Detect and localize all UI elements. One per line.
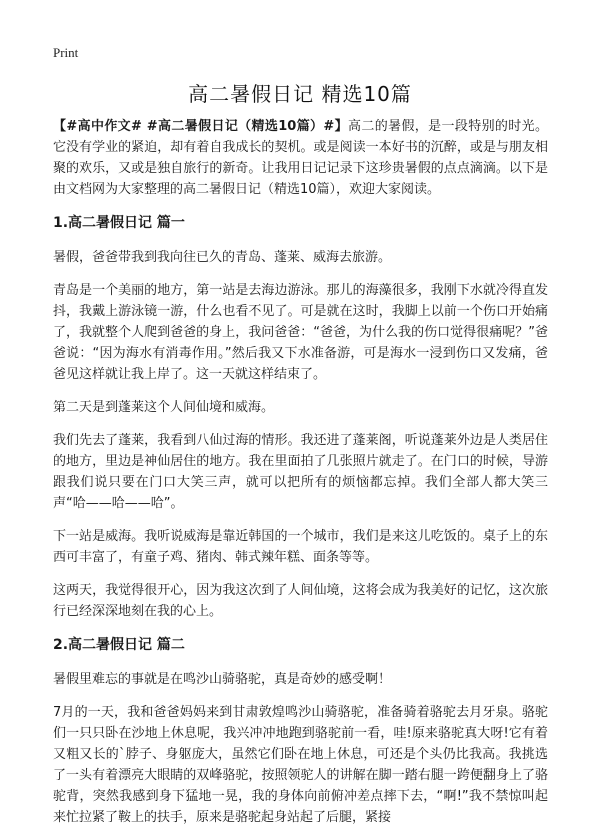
page-title: 高二暑假日记 精选10篇: [188, 82, 412, 106]
section-heading-2: 2.高二暑假日记 篇二: [53, 637, 185, 653]
print-link[interactable]: Print: [53, 45, 79, 60]
paragraph: 暑假里难忘的事就是在鸣沙山骑骆驼，真是奇妙的感受啊！: [53, 672, 392, 687]
paragraph: 第二天是到蓬莱这个人间仙境和威海。: [53, 400, 275, 415]
paragraph: 7月的一天，我和爸爸妈妈来到甘肃敦煌鸣沙山骑骆驼，准备骑着骆驼去月牙泉。骆驼们一只只卧在沙地上休息呢，我兴冲冲地跑到骆驼前一看，哇!原来骆驼真大呀!它有着又粗又长的`脖子、身躯庞大，虽然它们卧在地上休息，可还是个头仍比我高。我挑选了一头有着漂亮大眼睛的双峰骆驼，按照领驼人的讲解在脚一踏右腿一跨便翻身上了骆驼背，突然我感到身下猛地一晃，我的身体向前俯冲差点摔下去，“啊!”我不禁惊叫起来忙拉紧了鞍上的扶手，原来是骆驼起身站起了后腿，紧接: [53, 705, 548, 825]
paragraph: 这两天，我觉得很开心，因为我这次到了人间仙境，这将会成为我美好的记忆，这次旅行已经深深地刻在我的心上。: [53, 583, 548, 619]
paragraph: 青岛是一个美丽的地方，第一站是去海边游泳。那儿的海藻很多，我刚下水就冷得直发抖，我戴上游泳镜一游，什么也看不见了。可是就在这时，我脚上以前一个伤口开始痛了，我就整个人爬到爸爸的身上，我问爸爸：“爸爸，为什么我的伤口觉得很痛呢？”爸爸说：“因为海水有消毒作用。”然后我又下水准备游，可是海水一浸到伤口又发痛，爸爸见这样就让我上岸了。这一天就这样结束了。: [53, 283, 548, 382]
paragraph: 下一站是威海。我听说威海是靠近韩国的一个城市，我们是来这儿吃饭的。桌子上的东西可丰富了，有童子鸡、猪肉、韩式辣年糕、面条等等。: [53, 529, 548, 565]
section-heading-1: 1.高二暑假日记 篇一: [53, 215, 185, 231]
article-body: [53, 116, 548, 828]
intro-tag: 【#高中作文# #高二暑假日记（精选10篇）#】: [53, 119, 349, 134]
intro-paragraph: [53, 116, 548, 200]
paragraph: 我们先去了蓬莱，我看到八仙过海的情形。我还进了蓬莱阁，听说蓬莱外边是人类居住的地方，里边是神仙居住的地方。我在里面拍了几张照片就走了。在门口的时候，导游跟我们说只要在门口大笑三声，就可以把所有的烦恼都忘掉。我们全部人都大笑三声“哈——哈——哈”。: [53, 433, 548, 511]
intro-text: 高二的暑假，是一段特别的时光。它没有学业的紧迫，却有着自我成长的契机。或是阅读一本好书的沉醉，或是与朋友相聚的欢乐，又或是独自旅行的新奇。让我用日记记录下这珍贵暑假的点点滴滴。以下是由文档网为大家整理的高二暑假日记（精选10篇），欢迎大家阅读。: [53, 119, 548, 197]
paragraph: 暑假，爸爸带我到我向往已久的青岛、蓬莱、威海去旅游。: [53, 250, 392, 265]
